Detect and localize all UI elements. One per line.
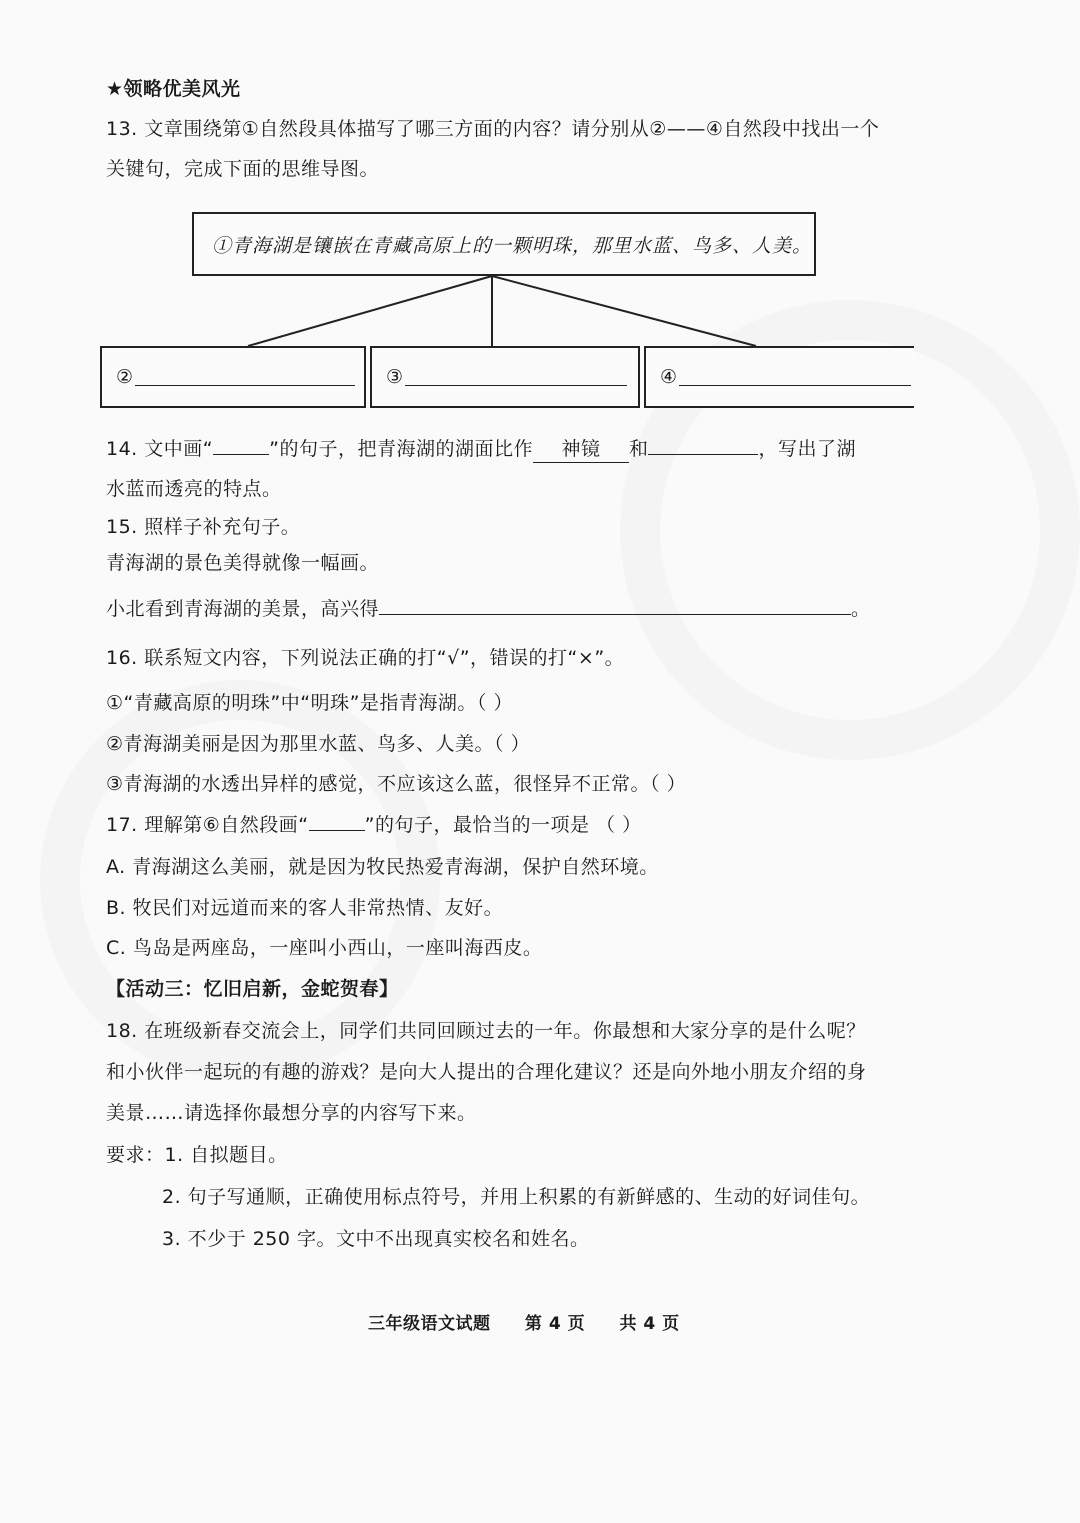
- q17-option-a: A. 青海湖这么美丽，就是因为牧民热爱青海湖，保护自然环境。: [106, 856, 659, 878]
- activity-heading: 【活动三：忆旧启新，金蛇贺春】: [106, 978, 399, 1000]
- q16-title: 16. 联系短文内容，下列说法正确的打“√”，错误的打“×”。: [106, 647, 625, 669]
- q15-prompt: [106, 596, 871, 622]
- answer-blank[interactable]: [405, 369, 627, 386]
- q15-title: 15. 照样子补充句子。: [106, 516, 301, 538]
- underline-marker: [213, 436, 269, 455]
- q17-text-a: 17. 理解第⑥自然段画“: [106, 814, 309, 836]
- q17-text-b: ”的句子，最恰当的一项是 （ ）: [364, 814, 642, 836]
- mindmap-main-text: ①青海湖是镶嵌在青藏高原上的一颗明珠，那里水蓝、鸟多、人美。: [212, 234, 813, 257]
- q18-requirement-3: 3. 不少于 250 字。文中不出现真实校名和姓名。: [162, 1228, 590, 1250]
- q14-text-d: ，写出了湖: [758, 438, 856, 460]
- q17-option-b: B. 牧民们对远道而来的客人非常热情、友好。: [106, 897, 504, 919]
- mindmap-main-box: [192, 212, 816, 276]
- mindmap-branch-2-label: ②: [116, 366, 134, 388]
- q16-item: ③青海湖的水透出异样的感觉，不应该这么蓝，很怪异不正常。（ ）: [106, 773, 687, 795]
- q14-text-a: 14. 文中画“: [106, 438, 214, 460]
- underline-marker: [309, 812, 365, 831]
- q18-line2: 和小伙伴一起玩的有趣的游戏？是向大人提出的合理化建议？还是向外地小朋友介绍的身: [106, 1061, 867, 1083]
- q18-requirement-2: 2. 句子写通顺，正确使用标点符号，并用上积累的有新鲜感的、生动的好词佳句。: [162, 1186, 871, 1208]
- q14-text-c: 和: [628, 438, 649, 460]
- q18-line3: 美景……请选择你最想分享的内容写下来。: [106, 1102, 477, 1124]
- q17-option-c: C. 鸟岛是两座岛，一座叫小西山，一座叫海西皮。: [106, 937, 543, 959]
- q13-line2: 关键句，完成下面的思维导图。: [106, 158, 380, 180]
- q17-title: [106, 812, 642, 838]
- answer-blank[interactable]: [379, 596, 851, 615]
- answer-blank[interactable]: [679, 369, 911, 386]
- q13-line1: 13. 文章围绕第①自然段具体描写了哪三方面的内容？请分别从②——④自然段中找出一个: [106, 118, 880, 140]
- answer-blank[interactable]: [135, 369, 355, 386]
- q18-line1: 18. 在班级新春交流会上，同学们共同回顾过去的一年。你最想和大家分享的是什么呢？: [106, 1020, 866, 1042]
- q14-line2: 水蓝而透亮的特点。: [106, 478, 282, 500]
- q15-prompt-text: 小北看到青海湖的美景，高兴得: [106, 598, 380, 620]
- mindmap-branch-3-label: ③: [386, 366, 404, 388]
- footer-page-number: 第 4 页: [524, 1314, 586, 1334]
- q18-requirement-1: 要求：1. 自拟题目。: [106, 1144, 288, 1166]
- q14-text-b: ”的句子，把青海湖的湖面比作: [269, 438, 533, 460]
- mindmap-branch-4: [644, 346, 914, 408]
- mindmap-branch-4-label: ④: [660, 366, 678, 388]
- q14-line1: [106, 436, 856, 463]
- q15-example: 青海湖的景色美得就像一幅画。: [106, 552, 380, 574]
- page-footer: [368, 1309, 708, 1334]
- footer-subject: 三年级语文试题: [368, 1314, 491, 1334]
- mindmap-branch-3: [370, 346, 640, 408]
- q16-item: ①“青藏高原的明珠”中“明珠”是指青海湖。（ ）: [106, 692, 513, 714]
- footer-total-pages: 共 4 页: [619, 1314, 680, 1334]
- q15-period: 。: [851, 598, 871, 620]
- mindmap-branch-2: [100, 346, 366, 408]
- section-heading: ★领略优美风光: [106, 78, 241, 100]
- q16-item: ②青海湖美丽是因为那里水蓝、鸟多、人美。（ ）: [106, 733, 531, 755]
- q14-filled-answer[interactable]: 神镜: [533, 436, 629, 463]
- answer-blank[interactable]: [648, 436, 758, 455]
